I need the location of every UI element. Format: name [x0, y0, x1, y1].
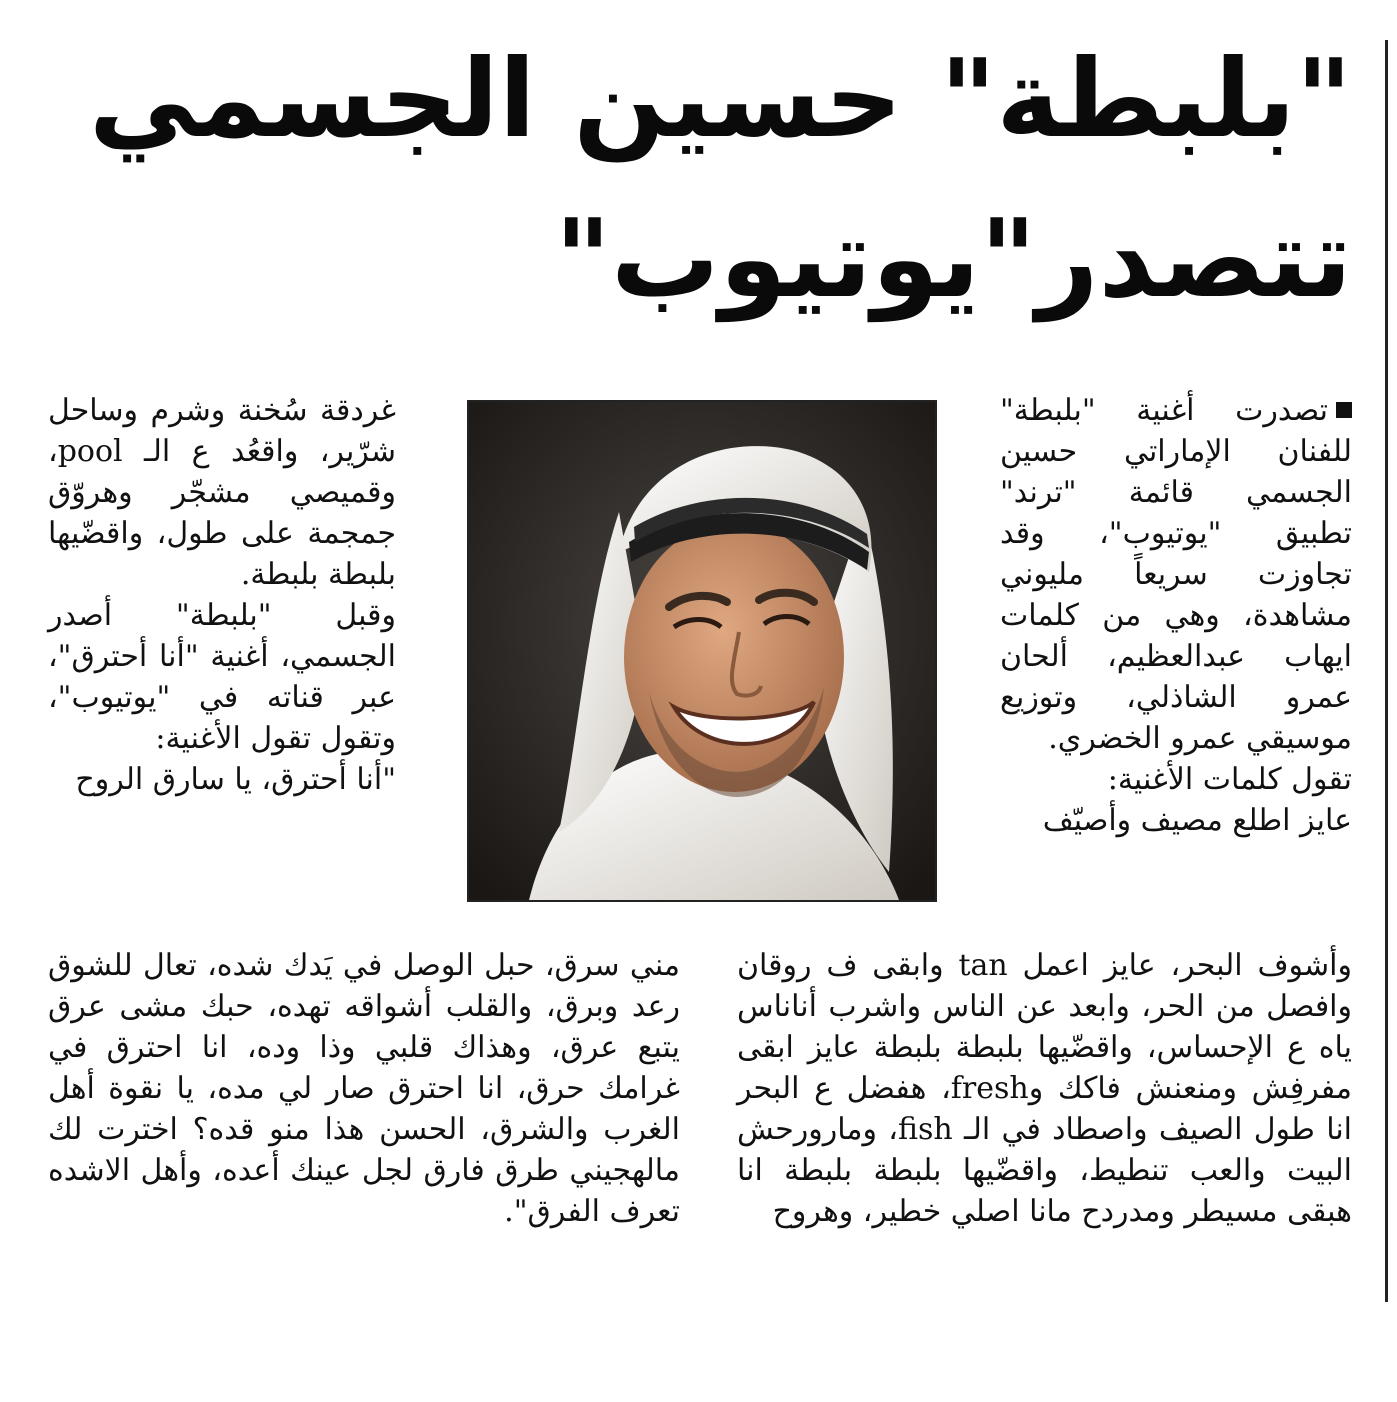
lyrics-wide-left: [48, 945, 680, 1232]
article-left-column: [48, 390, 396, 800]
lyrics-body-right: وأشوف البحر، عايز اعمل tan وابقى ف روقان وافصل من الحر، وابعد عن الناس واشرب أناناس ياه ع الإحساس، واقضّيها بلبطة بلبطة عايز ابقى مفرفِش ومنعنش فاكك وfresh، هفضل ع البحر انا طول الصيف واصطاد في الـ fish، ومارورحش البيت والعب تنطيط، واقضّيها بلبطة بلبطة انا هبقى مسيطر ومدردح مانا اصلي خطير، وهروح: [737, 948, 1353, 1229]
lead-text: تصدرت أغنية "بلبطة" للفنان الإماراتي حسين الجسمي قائمة "ترند" تطبيق "يوتيوب"، وقد تجاوزت سريعاً مليوني مشاهدة، وهي من كلمات ايهاب عبدالعظيم، ألحان عمرو الشاذلي، وتوزيع موسيقي عمرو الخضري.: [1000, 393, 1352, 756]
lyrics-first-line: عايز اطلع مصيف وأصيّف: [1042, 803, 1352, 838]
singer-photo: [467, 400, 937, 902]
bullet-square-icon: [1336, 402, 1352, 418]
lyrics-continued: غردقة سُخنة وشرم وساحل شرّير، واقعُد ع الـ pool، وقميصي مشجّر وهروّق جمجمة على طول، واقضّيها بلبطة بلبطة.: [48, 393, 396, 592]
previous-song-paragraph: وقبل "بلبطة" أصدر الجسمي، أغنية "أنا أحترق"، عبر قناته في "يوتيوب"، وتقول تقول الأغنية:: [48, 598, 396, 756]
column-rule: [1385, 40, 1388, 1302]
headline-line-2: تتصدر"يوتيوب": [554, 197, 1352, 322]
lyrics-intro: تقول كلمات الأغنية:: [1107, 762, 1352, 797]
article-right-column: [1000, 390, 1352, 841]
lyrics-wide-right: [737, 945, 1352, 1232]
lyrics-body-left: مني سرق، حبل الوصل في يَدك شده، تعال للشوق رعد وبرق، والقلب أشواقه تهده، حبك مشى عرق يتبع عرق، وهذاك قلبي وذا وده، انا احترق في غرامك حرق، انا احترق صار لي مده، يا نقوة أهل الغرب والشرق، الحسن هذا منو قده؟ اخترت لك مالهجيني طرق فارق لجل عينك أعده، وأهل الاشده تعرف الفرق".: [48, 948, 680, 1229]
article-lead-paragraph: [1000, 390, 1352, 759]
portrait-illustration: [469, 402, 935, 900]
second-song-first-line: "أنا أحترق، يا سارق الروح: [75, 762, 396, 797]
headline-line-1: "بلبطة" حسين الجسمي: [88, 37, 1352, 162]
